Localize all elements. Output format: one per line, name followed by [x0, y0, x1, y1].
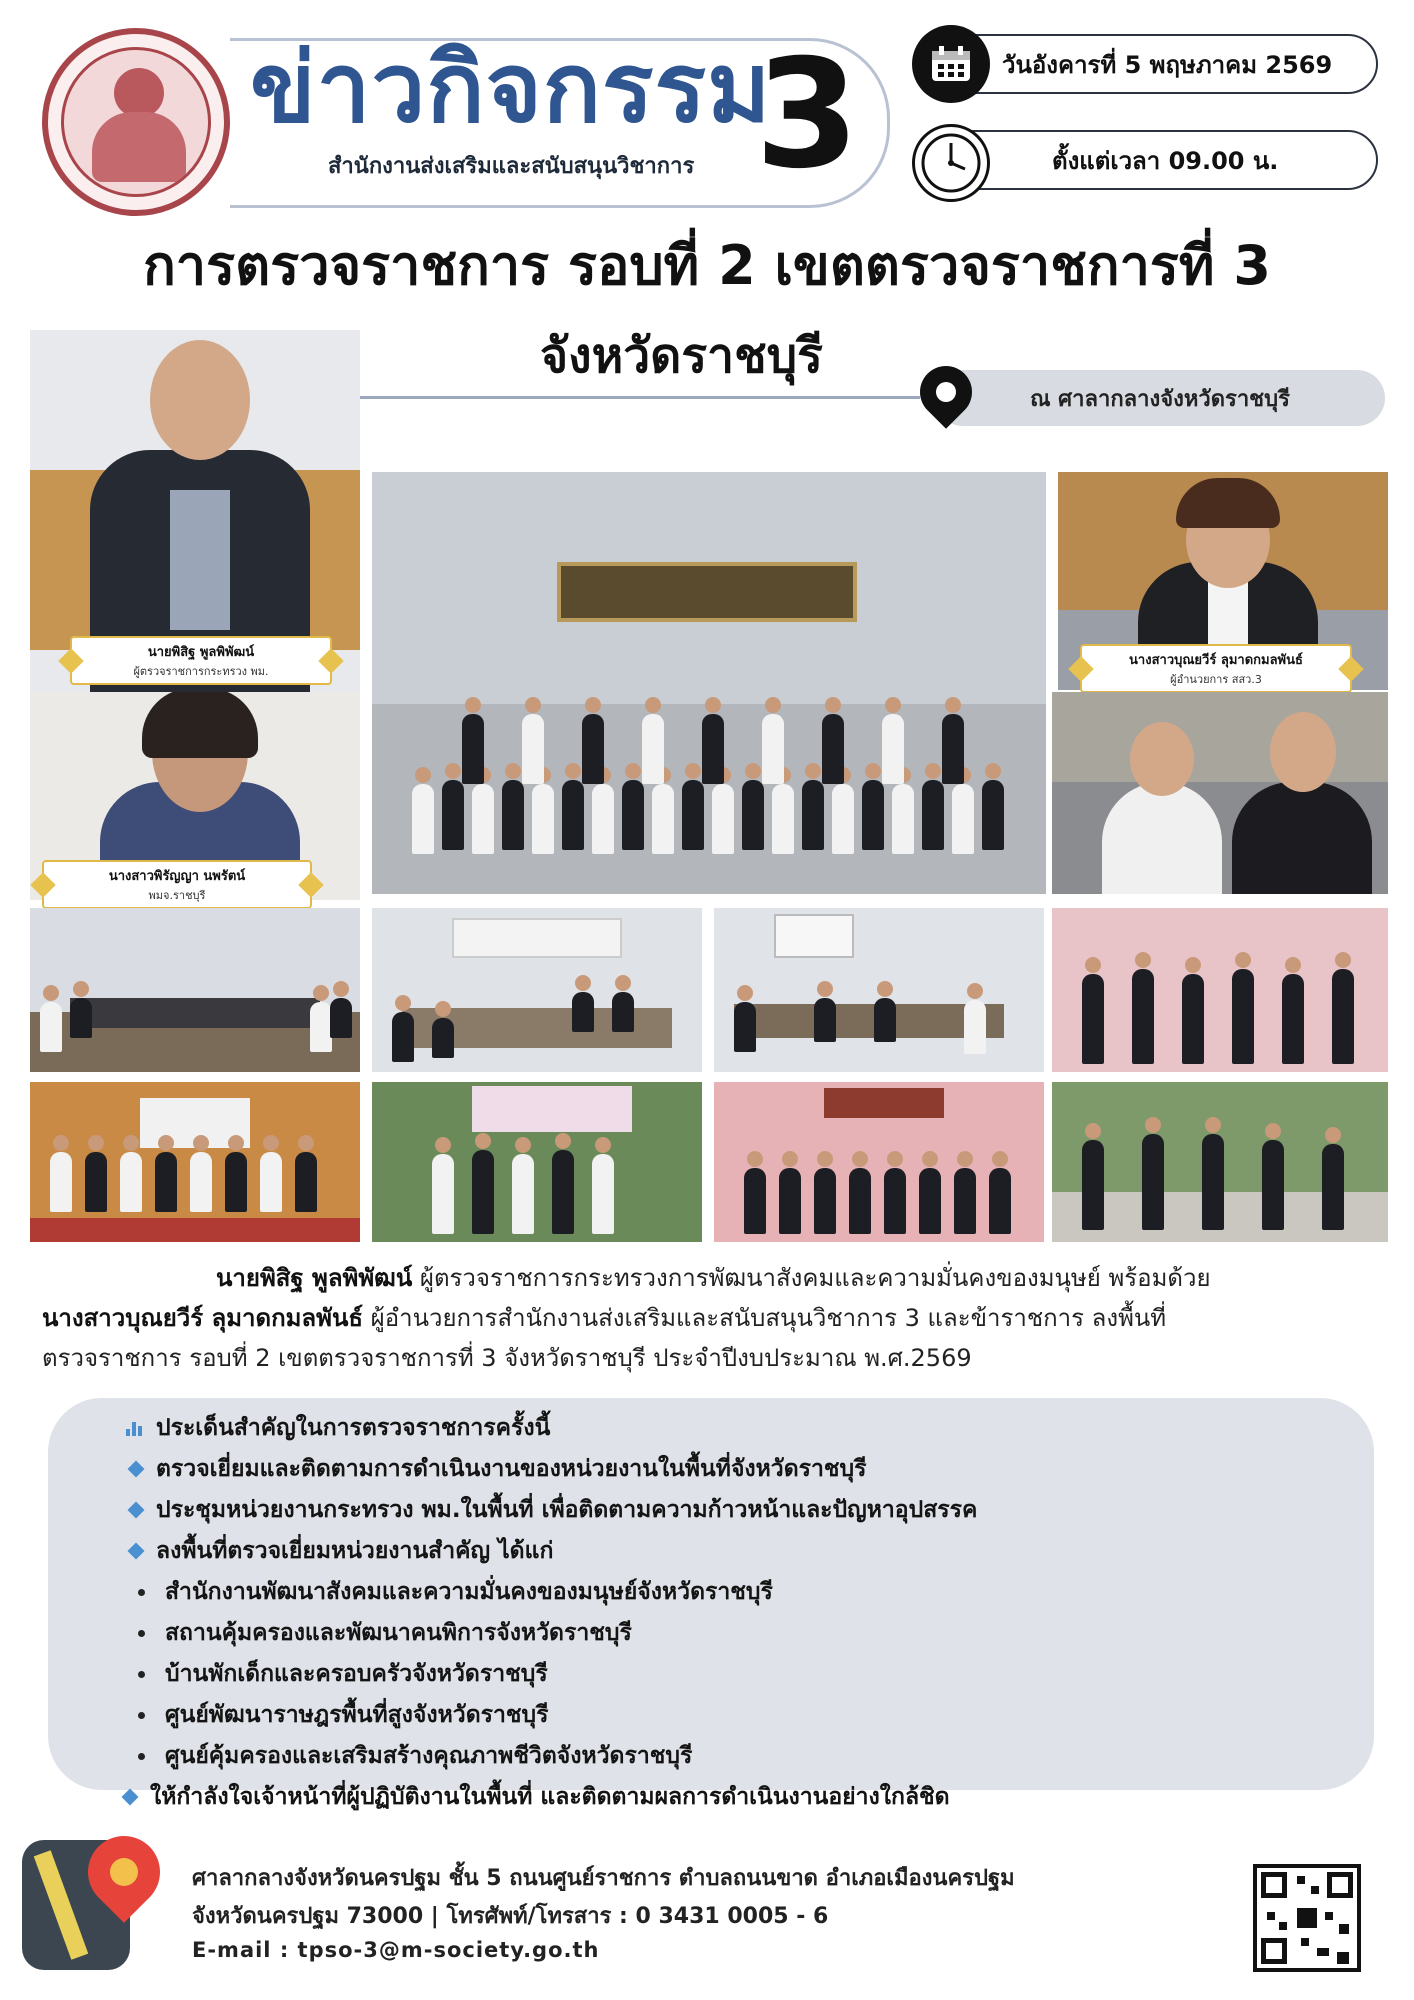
- date-text: วันอังคารที่ 5 พฤษภาคม 2569: [1002, 50, 1333, 79]
- diamond-bullet-icon: [128, 1502, 145, 1519]
- qr-code-icon[interactable]: [1253, 1864, 1361, 1972]
- caption-portrait-3: [1080, 644, 1352, 693]
- caption-role: ผู้อำนวยการ สสว.3: [1170, 673, 1262, 686]
- paragraph-text-2: ผู้อำนวยการสำนักงานส่งเสริมและสนับสนุนวิชาการ 3 และข้าราชการ ลงพื้นที่: [363, 1304, 1167, 1332]
- photo-site-visit-2: [1052, 1082, 1388, 1242]
- caption-role: พมจ.ราชบุรี: [148, 889, 206, 902]
- highlight-item: [130, 1533, 553, 1569]
- sub-item: [138, 1697, 548, 1733]
- diamond-bullet-icon: [122, 1789, 139, 1806]
- highlights-heading: [126, 1410, 550, 1446]
- time-pill: [930, 130, 1378, 190]
- paragraph-line-3: ตรวจราชการ รอบที่ 2 เขตตรวจราชการที่ 3 จังหวัดราชบุรี ประจำปีงบประมาณ พ.ศ.2569: [42, 1344, 972, 1372]
- dot-bullet-icon: [138, 1630, 145, 1637]
- location-pill: [935, 370, 1385, 426]
- photo-officers-meeting: [1052, 692, 1388, 894]
- photo-meeting-room-2: [372, 908, 702, 1072]
- caption-name: นางสาวบุณยวีร์ ลุมาดกมลพันธ์: [1129, 653, 1303, 668]
- caption-name: นายพิสิฐ พูลพิพัฒน์: [147, 645, 255, 660]
- group-photo-main: [372, 472, 1046, 894]
- location-text: ณ ศาลากลางจังหวัดราชบุรี: [1030, 386, 1290, 412]
- dot-bullet-icon: [138, 1589, 145, 1596]
- inspector-name: นายพิสิฐ พูลพิพัฒน์: [216, 1264, 413, 1292]
- dot-bullet-icon: [138, 1753, 145, 1760]
- date-pill: [930, 34, 1378, 94]
- diamond-bullet-icon: [128, 1543, 145, 1560]
- body-paragraph: [42, 1258, 1372, 1378]
- highlights-heading-text: ประเด็นสำคัญในการตรวจราชการครั้งนี้: [156, 1415, 551, 1441]
- highlight-item-text: ประชุมหน่วยงานกระทรวง พม.ในพื้นที่ เพื่อติดตามความก้าวหน้าและปัญหาอุปสรรค: [156, 1497, 978, 1523]
- dot-bullet-icon: [138, 1712, 145, 1719]
- caption-portrait-1: [70, 636, 332, 685]
- photo-site-visit-1: [1052, 908, 1388, 1072]
- paragraph-line-1: [42, 1258, 1372, 1298]
- sub-item: [138, 1574, 773, 1610]
- ministry-seal-logo: [42, 28, 230, 216]
- dot-bullet-icon: [138, 1671, 145, 1678]
- highlight-item-last: [124, 1779, 950, 1815]
- footer-address-1: ศาลากลางจังหวัดนครปฐม ชั้น 5 ถนนศูนย์ราชการ ตำบลถนนขาด อำเภอเมืองนครปฐม: [192, 1866, 1015, 1891]
- photo-group-2: [30, 1082, 360, 1242]
- sub-item-text: ศูนย์คุ้มครองและเสริมสร้างคุณภาพชีวิตจังหวัดราชบุรี: [165, 1743, 693, 1769]
- paragraph-text-1: ผู้ตรวจราชการกระทรวงการพัฒนาสังคมและความมั่นคงของมนุษย์ พร้อมด้วย: [412, 1264, 1211, 1292]
- caption-portrait-2: [42, 860, 312, 909]
- brand-number: 3: [755, 28, 860, 202]
- sub-item-text: บ้านพักเด็กและครอบครัวจังหวัดราชบุรี: [165, 1661, 548, 1687]
- calendar-icon: [912, 25, 990, 103]
- paragraph-line-2: [42, 1298, 1372, 1338]
- brand-title: ข่าวกิจกรรม: [250, 32, 772, 144]
- brand-subtitle: สำนักงานส่งเสริมและสนับสนุนวิชาการ: [328, 154, 695, 179]
- sub-item: [138, 1738, 692, 1774]
- bar-chart-icon: [126, 1420, 144, 1436]
- sub-item: [138, 1615, 632, 1651]
- sub-item: [138, 1656, 548, 1692]
- highlight-item-text: ให้กำลังใจเจ้าหน้าที่ผู้ปฏิบัติงานในพื้นที่ และติดตามผลการดำเนินงานอย่างใกล้ชิด: [150, 1784, 950, 1810]
- time-text: ตั้งแต่เวลา 09.00 น.: [1052, 146, 1279, 175]
- footer-email[interactable]: E-mail : tpso-3@m-society.go.th: [192, 1938, 600, 1962]
- province-title: จังหวัดราชบุรี: [540, 328, 823, 384]
- photo-group-4: [714, 1082, 1044, 1242]
- caption-name: นางสาวพิรัญญา นพรัตน์: [108, 869, 246, 884]
- clock-icon: [912, 124, 990, 202]
- sub-item-text: ศูนย์พัฒนาราษฎรพื้นที่สูงจังหวัดราชบุรี: [165, 1702, 549, 1728]
- highlight-item-text: ลงพื้นที่ตรวจเยี่ยมหน่วยงานสำคัญ ได้แก่: [156, 1538, 554, 1564]
- caption-role: ผู้ตรวจราชการกระทรวง พม.: [133, 665, 269, 678]
- highlight-item: [130, 1451, 867, 1487]
- sub-item-text: สำนักงานพัฒนาสังคมและความมั่นคงของมนุษย์จังหวัดราชบุรี: [165, 1579, 773, 1605]
- photo-meeting-room-3: [714, 908, 1044, 1072]
- photo-meeting-room-1: [30, 908, 360, 1072]
- photo-group-3: [372, 1082, 702, 1242]
- highlight-item-text: ตรวจเยี่ยมและติดตามการดำเนินงานของหน่วยงานในพื้นที่จังหวัดราชบุรี: [156, 1456, 867, 1482]
- sub-item-text: สถานคุ้มครองและพัฒนาคนพิการจังหวัดราชบุรี: [165, 1620, 632, 1646]
- main-title: การตรวจราชการ รอบที่ 2 เขตตรวจราชการที่ 3: [143, 234, 1271, 297]
- footer-address-2: จังหวัดนครปฐม 73000 | โทรศัพท์/โทรสาร : 0 3431 0005 - 6: [192, 1904, 829, 1929]
- director-name: นางสาวบุณยวีร์ ลุมาดกมลพันธ์: [42, 1304, 364, 1332]
- highlight-item: [130, 1492, 977, 1528]
- diamond-bullet-icon: [128, 1461, 145, 1478]
- title-underline: [360, 396, 920, 399]
